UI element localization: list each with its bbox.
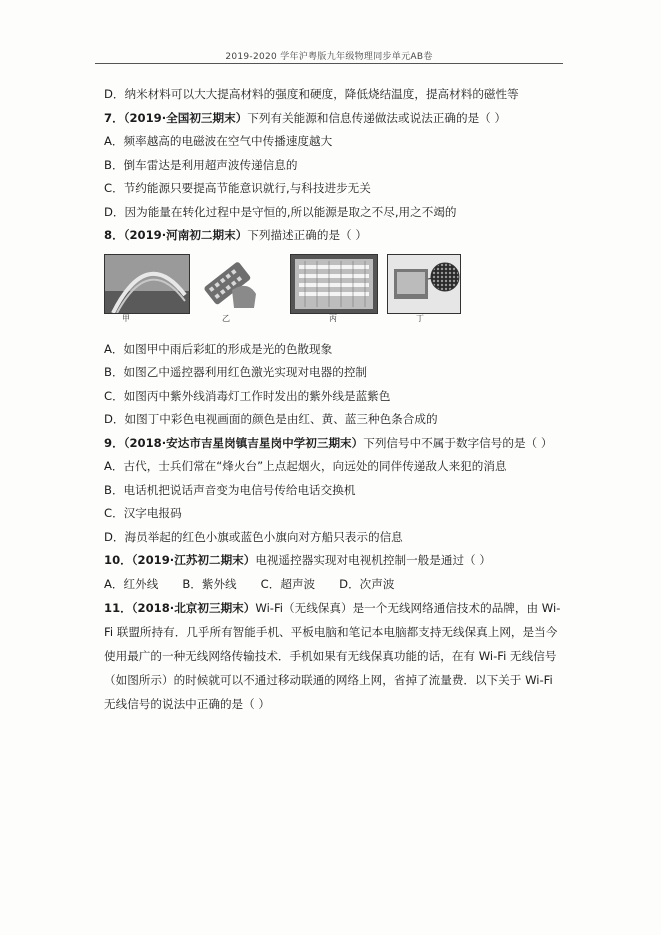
q7-text: 下列有关能源和信息传递做法或说法正确的是（ ） [247, 110, 507, 125]
caption-yi: 乙 [222, 313, 230, 323]
q8-option-b: B．如图乙中遥控器利用红色激光实现对电器的控制 [104, 365, 368, 379]
q7-option-a: A．频率越高的电磁波在空气中传播速度越大 [104, 134, 333, 148]
q10-option-b: B．紫外线 [182, 576, 237, 591]
q9-option-c: C．汉字电报码 [104, 506, 182, 520]
q10-option-a: A．红外线 [104, 576, 159, 591]
q10-stem [104, 549, 564, 573]
q10-text: 电视遥控器实现对电视机控制一般是通过（ ） [255, 553, 491, 567]
caption-jia: 甲 [122, 313, 130, 323]
q11-text: Wi-Fi（无线保真）是一个无线网络通信技术的品牌，由 Wi-Fi 联盟所持有．几乎所有智能手机、平板电脑和笔记本电脑都支持无线保真上网，是当今使用最广的一种无线网络传输技术．手机如果有无线保真功能的话，在有 Wi-Fi 无线信号（如图所示）的时候就可以不通过移动联通的网络上网，省掉了流量费．以下关于 Wi-Fi 无线信号的说法中正确的是（ ） [104, 601, 561, 711]
q7-number: 7． [104, 110, 124, 125]
q9-text: 下列信号中不属于数字信号的是（ ） [363, 435, 553, 450]
q8-number: 8． [104, 228, 124, 242]
q9-option-b: B．电话机把说话声音变为电信号传给电话交换机 [104, 482, 356, 497]
q9-source: （2018·安达市吉星岗镇吉星岗中学初三期末） [123, 435, 364, 450]
q10-option-d: D．次声波 [339, 576, 395, 591]
q11-stem [104, 596, 564, 716]
q10-options [104, 573, 564, 597]
q8-figures [104, 250, 564, 330]
q8-text: 下列描述正确的是（ ） [247, 228, 367, 242]
q9-option-d: D．海员举起的红色小旗或蓝色小旗向对方船只表示的信息 [104, 529, 403, 544]
header-divider [95, 63, 563, 64]
q9-number: 9． [104, 435, 124, 450]
q9-option-a: A．古代，士兵们常在“烽火台”上点起烟火，向远处的同伴传递敌人来犯的消息 [104, 459, 507, 473]
figure-uv-lamp [290, 254, 378, 314]
question-content [104, 83, 564, 716]
figure-tv-screen [387, 254, 461, 314]
q11-source: （2018·北京初三期末） [131, 601, 256, 615]
q10-source: （2019·江苏初二期末） [131, 553, 256, 567]
q10-option-c: C．超声波 [260, 576, 316, 591]
q8-option-a: A．如图甲中雨后彩虹的形成是光的色散现象 [104, 341, 333, 356]
q8-source: （2019·河南初二期末） [123, 228, 248, 242]
q7-source: （2019·全国初三期末） [123, 110, 248, 125]
caption-ding: 丁 [416, 313, 424, 323]
q8-option-c: C．如图丙中紫外线消毒灯工作时发出的紫外线是蓝紫色 [104, 388, 391, 403]
figure-remote-control [196, 254, 260, 312]
q9-stem [104, 432, 564, 456]
q7-option-d: D．因为能量在转化过程中是守恒的,所以能源是取之不尽,用之不竭的 [104, 204, 457, 219]
q7-stem [104, 107, 564, 131]
figure-rainbow [104, 254, 190, 314]
caption-bing: 丙 [329, 313, 337, 323]
q8-stem [104, 224, 564, 248]
q10-number: 10． [104, 553, 132, 567]
q7-option-b: B．倒车雷达是利用超声波传递信息的 [104, 157, 298, 172]
q6-option-d: D．纳米材料可以大大提高材料的强度和硬度，降低烧结温度，提高材料的磁性等 [104, 87, 519, 101]
q11-number: 11． [104, 601, 132, 615]
q7-option-c: C．节约能源只要提高节能意识就行,与科技进步无关 [104, 181, 371, 195]
q8-option-d: D．如图丁中彩色电视画面的颜色是由红、黄、蓝三种色条合成的 [104, 412, 438, 426]
page-header: 2019-2020 学年沪粤版九年级物理同步单元AB卷 [225, 52, 433, 62]
